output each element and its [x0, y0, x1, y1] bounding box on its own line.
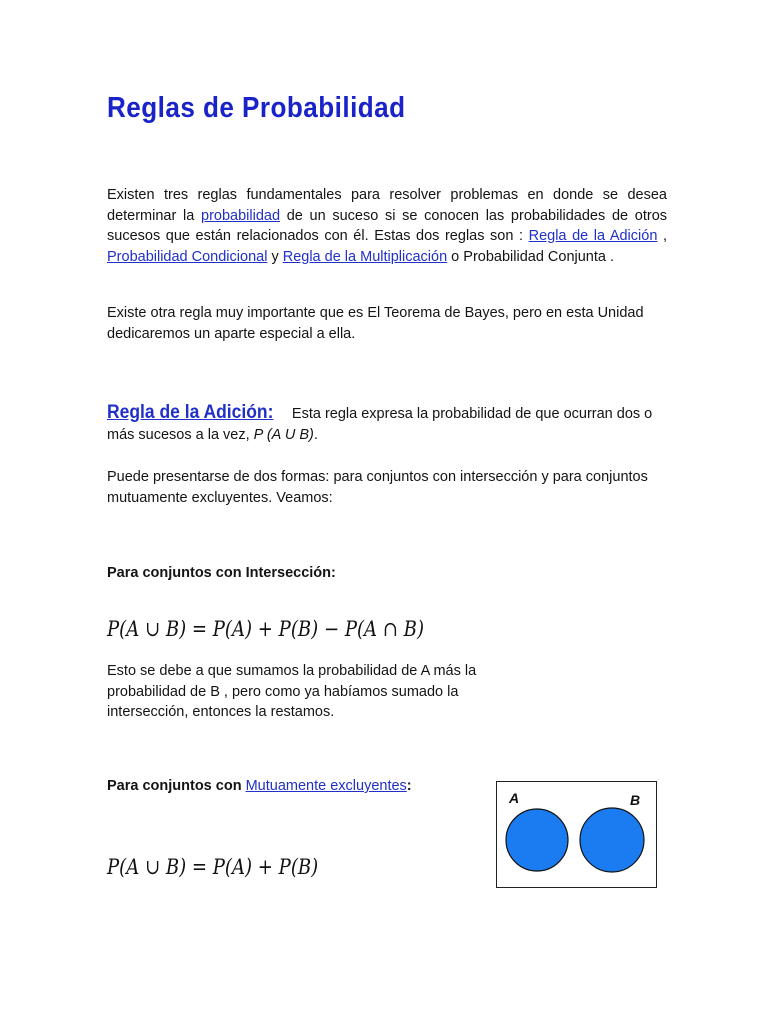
intro-text-5: o Probabilidad Conjunta . [447, 248, 615, 265]
page-title: Reglas de Probabilidad [107, 92, 406, 124]
venn-diagram [496, 781, 657, 888]
adicion-end: . [313, 426, 318, 443]
adicion-paragraph [107, 403, 667, 445]
regla-adicion-heading-link[interactable]: Regla de la Adición: [107, 402, 274, 423]
intro-paragraph [107, 185, 667, 267]
probabilidad-link[interactable]: probabilidad [201, 207, 281, 224]
interseccion-subheading: Para conjuntos con Intersección: [107, 565, 336, 581]
venn-label-a: A [509, 790, 520, 806]
formas-paragraph: Puede presentarse de dos formas: para conjuntos con intersección y para conjuntos mutuamente excluyentes. Veamos: [107, 469, 648, 506]
venn-svg [497, 782, 655, 886]
interseccion-explanation: Esto se debe a que sumamos la probabilidad de A más la probabilidad de B , pero como ya habíamos sumado la intersección, entonces la restamos. [107, 663, 477, 720]
excluyentes-suffix: : [406, 778, 412, 794]
venn-circle-b [580, 808, 644, 872]
adicion-text: Esta regla expresa la probabilidad de que ocurran dos o más sucesos a la vez, [107, 406, 653, 443]
regla-multiplicacion-link[interactable]: Regla de la Multiplicación [282, 248, 448, 265]
intro-text-4: y [267, 248, 283, 265]
mutuamente-excluyentes-link[interactable]: Mutuamente excluyentes [245, 778, 407, 794]
excluyentes-prefix: Para conjuntos con [107, 778, 246, 794]
interseccion-formula: P(A ∪ B) = P(A) + P(B) − P(A ∩ B) [107, 617, 424, 641]
intro-text-3: , [657, 228, 667, 244]
intro-text-1: Existen tres reglas fundamentales para resolver problemas en donde se desea determinar la [107, 187, 667, 224]
excluyentes-subheading [107, 778, 412, 794]
intro-text-2: de un suceso si se conocen las probabilidades de otros sucesos que están relacionados con él. Estas dos reglas son : [107, 207, 668, 244]
probabilidad-condicional-link[interactable]: Probabilidad Condicional [107, 248, 268, 265]
venn-circle-a [506, 809, 568, 871]
bayes-paragraph: Existe otra regla muy importante que es El Teorema de Bayes, pero en esta Unidad dedicaremos un aparte especial a ella. [107, 305, 644, 342]
venn-label-b: B [630, 792, 641, 808]
union-notation: P (A U B) [253, 426, 314, 443]
regla-adicion-link[interactable]: Regla de la Adición [528, 228, 658, 244]
excluyentes-formula: P(A ∪ B) = P(A) + P(B) [107, 855, 319, 879]
